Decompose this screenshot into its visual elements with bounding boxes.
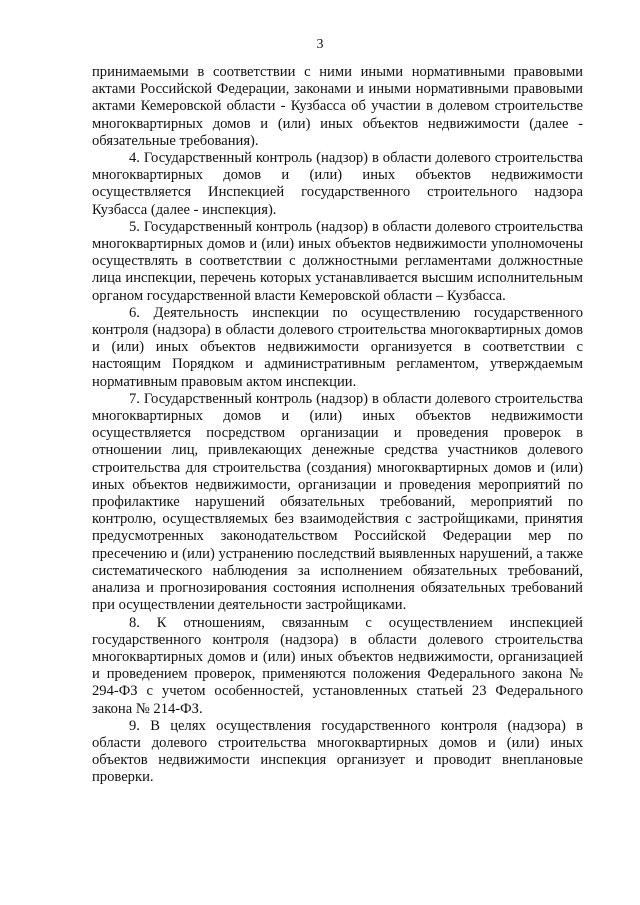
paragraph-item-6: 6. Деятельность инспекции по осуществлению государственного контроля (надзора) в области долевого строительства многоквартирных домов и (или) иных объектов недвижимости организуется в соответствии с настоящим Порядком и административным регламентом, утверждаемым нормативным правовым актом инспекции. bbox=[92, 304, 583, 390]
paragraph-item-9: 9. В целях осуществления государственного контроля (надзора) в области долевого строительства многоквартирных домов и (или) иных объектов недвижимости инспекция организует и проводит внеплановые проверки. bbox=[92, 717, 583, 786]
paragraph-item-8: 8. К отношениям, связанным с осуществлением инспекцией государственного контроля (надзора) в области долевого строительства многоквартирных домов и (или) иных объектов недвижимости, организацией и проведением проверок, применяются положения Федерального закона № 294-ФЗ с учетом особенностей, установленных статьей 23 Федерального закона № 214-ФЗ. bbox=[92, 614, 583, 717]
paragraph-item-5: 5. Государственный контроль (надзор) в области долевого строительства многоквартирных домов и (или) иных объектов недвижимости уполномочены осуществлять в соответствии с должностными регламентами должностные лица инспекции, перечень которых устанавливается высшим исполнительным органом государственной власти Кемеровской области – Кузбасса. bbox=[92, 218, 583, 304]
paragraph-item-7: 7. Государственный контроль (надзор) в области долевого строительства многоквартирных домов и (или) иных объектов недвижимости осуществляется посредством организации и проведения проверок в отношении лиц, привлекающих денежные средства участников долевого строительства для строительства (создания) многоквартирных домов и (или) иных объектов недвижимости, организации и проведения мероприятий по профилактике нарушений обязательных требований, мероприятий по контролю, осуществляемых без взаимодействия с застройщиками, принятия предусмотренных законодательством Российской Федерации мер по пресечению и (или) устранению последствий выявленных нарушений, а также систематического наблюдения за исполнением обязательных требований, анализа и прогнозирования состояния исполнения обязательных требований при осуществлении деятельности застройщиками. bbox=[92, 390, 583, 614]
page-number: 3 bbox=[316, 37, 324, 52]
paragraph-item-4: 4. Государственный контроль (надзор) в области долевого строительства многоквартирных домов и (или) иных объектов недвижимости осуществляется Инспекцией государственного строительного надзора Кузбасса (далее - инспекция). bbox=[92, 150, 583, 218]
document-body bbox=[92, 64, 583, 787]
paragraph-continuation: принимаемыми в соответствии с ними иными нормативными правовыми актами Российской Федерации, законами и иными нормативными правовыми актами Кемеровской области - Кузбасса об участии в долевом строительстве многоквартирных домов и (или) иных объектов недвижимости (далее - обязательные требования). bbox=[92, 64, 583, 149]
